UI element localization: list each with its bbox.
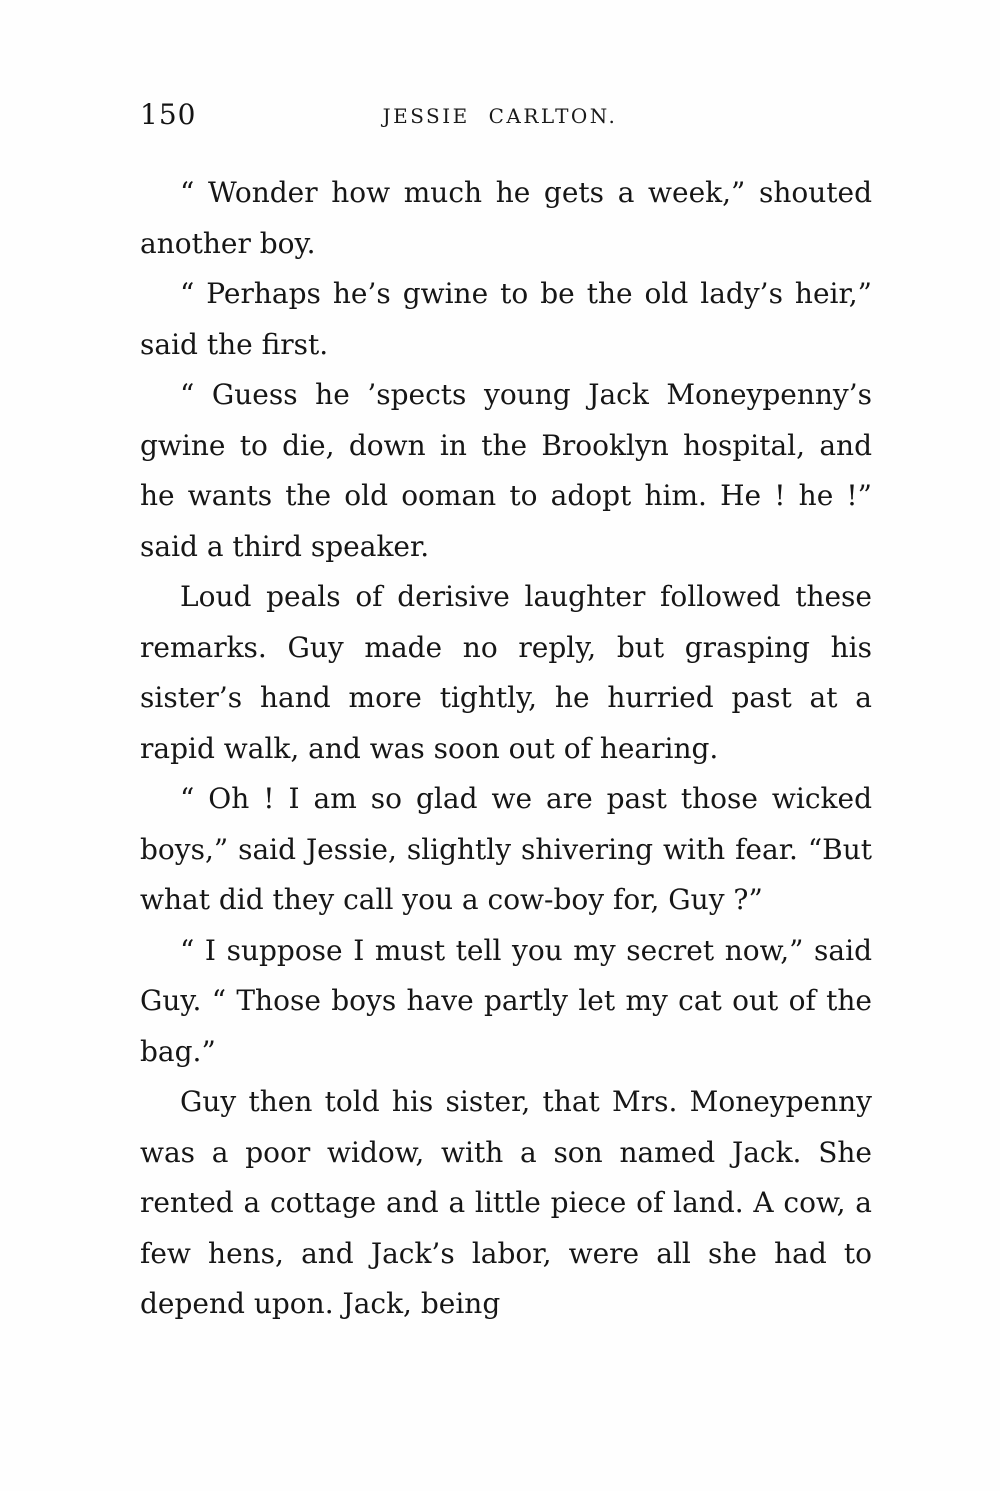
paragraph: “ Perhaps he’s gwine to be the old lady’s heir,” said the first.	[140, 277, 872, 361]
page-header	[0, 0, 1000, 140]
page-body	[140, 168, 872, 1330]
page-number: 150	[140, 98, 197, 131]
paragraph: “ I suppose I must tell you my secret now,” said Guy. “ Those boys have partly let my cat out of the bag.”	[140, 933, 872, 1068]
paragraph: “ Wonder how much he gets a week,” shouted another boy.	[140, 176, 872, 260]
paragraph: Guy then told his sister, that Mrs. Moneypenny was a poor widow, with a son named Jack. She rented a cottage and a little piece of land. A cow, a few hens, and Jack’s labor, were all she had to depend upon. Jack, being	[140, 1085, 872, 1320]
running-header: JESSIE CARLTON.	[382, 104, 618, 128]
paragraph: “ Oh ! I am so glad we are past those wicked boys,” said Jessie, slightly shivering with fear. “But what did they call you a cow-boy for, Guy ?”	[140, 782, 872, 916]
paragraph: Loud peals of derisive laughter followed these remarks. Guy made no reply, but grasping his sister’s hand more tightly, he hurried past at a rapid walk, and was soon out of hearing.	[140, 580, 872, 765]
paragraph: “ Guess he ’spects young Jack Moneypenny’s gwine to die, down in the Brooklyn hospital, and he wants the old ooman to adopt him. He ! he !” said a third speaker.	[140, 378, 872, 563]
